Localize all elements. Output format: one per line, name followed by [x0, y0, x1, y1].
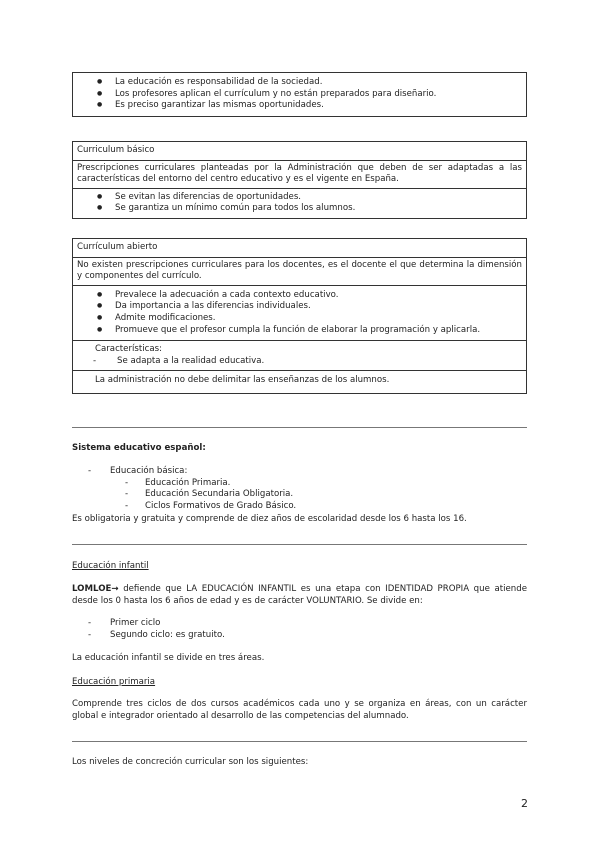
section-heading: Sistema educativo español: [72, 443, 206, 453]
box-principles [72, 72, 527, 117]
section-heading: Educación primaria [72, 677, 156, 687]
primaria-paragraph: Comprende tres ciclos de dos cursos académicos cada uno y se organiza en áreas, con un carácter global e integrador orientado al desarrollo de las competencias del alumnado. [72, 699, 527, 721]
box-description: Prescripciones curriculares planteadas por la Administración que deben de ser adaptadas a las características del entorno del centro educativo y es el vigente en España. [73, 160, 526, 188]
list-item: ● Es preciso garantizar las mismas oportunidades. [115, 100, 522, 112]
divider [72, 741, 527, 742]
box-title: Curriculum básico [77, 145, 155, 155]
list-item: ● Se evitan las diferencias de oportunidades. [115, 192, 522, 204]
niveles-text: Los niveles de concreción curricular son los siguientes: [72, 757, 309, 767]
list-item: - Ciclos Formativos de Grado Básico. [125, 501, 296, 513]
box-curriculum-basico [72, 141, 527, 219]
box-note: La administración no debe delimitar las enseñanzas de los alumnos. [73, 370, 526, 393]
divider [72, 544, 527, 545]
list-item: - Educación básica: [88, 466, 296, 478]
sistema-list [88, 466, 296, 512]
list-item: ● Los profesores aplican el currículum y no están preparados para diseñario. [115, 89, 522, 101]
list-item: ● La educación es responsabilidad de la sociedad. [115, 77, 522, 89]
characteristics-item: - Se adapta a la realidad educativa. [93, 356, 522, 368]
section-heading: Educación infantil [72, 561, 149, 571]
box-title: Currículum abierto [77, 242, 158, 252]
box-curriculum-abierto [72, 238, 527, 394]
basico-list [77, 192, 522, 215]
list-item: - Primer ciclo [88, 618, 225, 630]
list-item: ● Prevalece la adecuación a cada contexto educativo. [115, 290, 522, 302]
list-item: - Educación Primaria. [125, 478, 296, 490]
box-description: No existen prescripciones curriculares para los docentes, es el docente el que determina la dimensión y componentes del currículo. [73, 257, 526, 285]
sistema-sublist [125, 478, 296, 513]
page-number: 2 [521, 797, 528, 810]
list-item: - Educación Secundaria Obligatoria. [125, 489, 296, 501]
list-item: - Segundo ciclo: es gratuito. [88, 630, 225, 642]
sistema-summary: Es obligatoria y gratuita y comprende de diez años de escolaridad desde los 6 hasta los 16. [72, 514, 467, 524]
infantil-areas: La educación infantil se divide en tres áreas. [72, 653, 265, 663]
lomloe-label: LOMLOE→ [72, 584, 119, 594]
principles-list [77, 77, 522, 112]
list-item: ● Admite modificaciones. [115, 313, 522, 325]
list-item: ● Da importancia a las diferencias individuales. [115, 301, 522, 313]
infantil-cycles [88, 618, 225, 641]
infantil-paragraph: LOMLOE→ defiende que LA EDUCACIÓN INFANTIL es una etapa con IDENTIDAD PROPIA que atiende desde los 0 hasta los 6 años de edad y es de carácter VOLUNTARIO. Se divide en: [72, 584, 527, 606]
divider [72, 427, 527, 428]
list-item: ● Se garantiza un mínimo común para todos los alumnos. [115, 203, 522, 215]
list-item: ● Promueve que el profesor cumpla la función de elaborar la programación y aplicarla. [115, 325, 522, 337]
characteristics-label: Características: [95, 344, 162, 355]
abierto-list [77, 290, 522, 336]
